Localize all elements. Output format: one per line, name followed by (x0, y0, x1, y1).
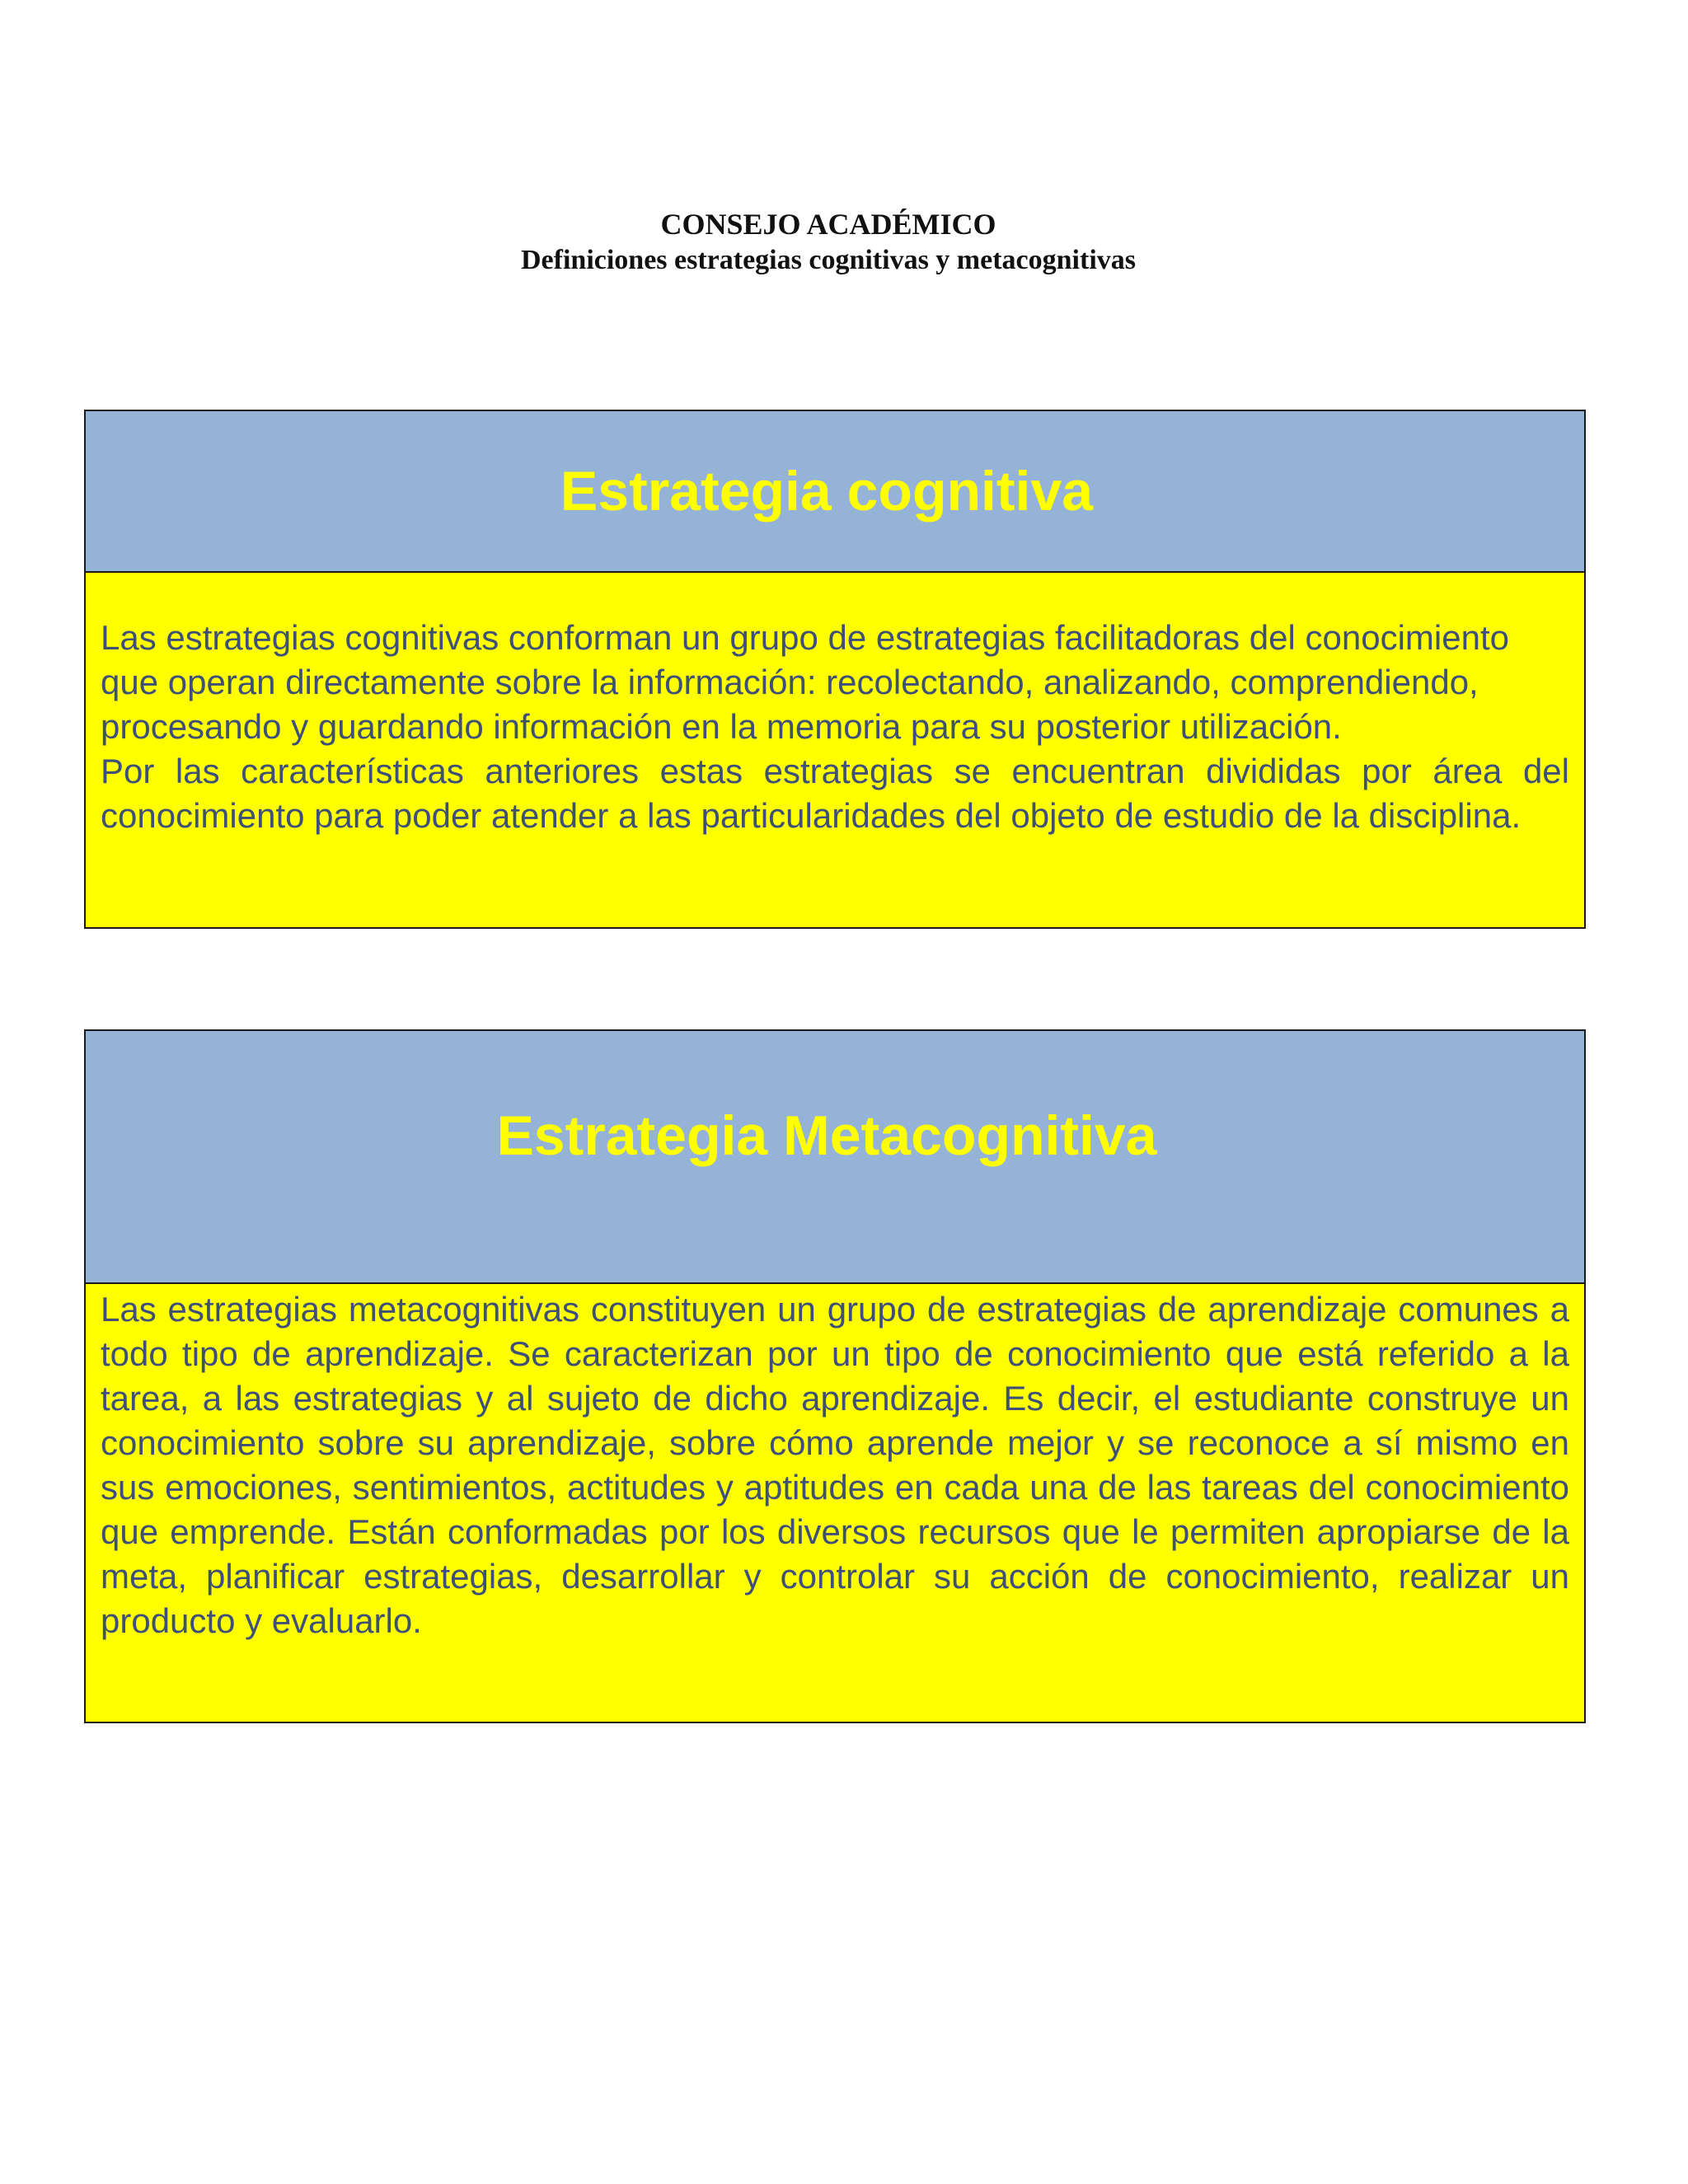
metacognitive-strategy-body (86, 1284, 1584, 1722)
cognitive-strategy-heading-band (86, 411, 1584, 573)
metacognitive-strategy-heading: Estrategia Metacognitiva (496, 1104, 1157, 1167)
page-header (0, 206, 1657, 279)
metacognitive-strategy-heading-band (86, 1031, 1584, 1284)
metacognitive-strategy-paragraph: Las estrategias metacognitivas constituyen un grupo de estrategias de aprendizaje comunes a todo tipo de aprendizaje. Se caracterizan por un tipo de conocimiento que está referido a la tarea, a las estrategias y al sujeto de dicho aprendizaje. Es decir, el estudiante construye un conocimiento sobre su aprendizaje, sobre cómo aprende mejor y se reconoce a sí mismo en sus emociones, sentimientos, actitudes y aptitudes en cada una de las tareas del conocimiento que emprende. Están conformadas por los diversos recursos que le permiten apropiarse de la meta, planificar estrategias, desarrollar y controlar su acción de conocimiento, realizar un producto y evaluarlo. (101, 1290, 1569, 1640)
metacognitive-strategy-box (84, 1029, 1586, 1723)
cognitive-strategy-body (86, 573, 1584, 927)
page-subtitle: Definiciones estrategias cognitivas y metacognitivas (521, 245, 1136, 275)
cognitive-strategy-box (84, 410, 1586, 929)
cognitive-strategy-paragraph-1: Las estrategias cognitivas conforman un grupo de estrategias facilitadoras del conocimiento que operan directamente sobre la información: recolectando, analizando, comprendiendo, procesando y guardando información en la memoria para su posterior utilización. (101, 618, 1509, 746)
cognitive-strategy-paragraph-2: Por las características anteriores estas estrategias se encuentran divididas por área del conocimiento para poder atender a las particularidades del objeto de estudio de la disciplina. (101, 752, 1569, 835)
page-title: CONSEJO ACADÉMICO (660, 208, 996, 241)
cognitive-strategy-heading: Estrategia cognitiva (560, 460, 1094, 523)
